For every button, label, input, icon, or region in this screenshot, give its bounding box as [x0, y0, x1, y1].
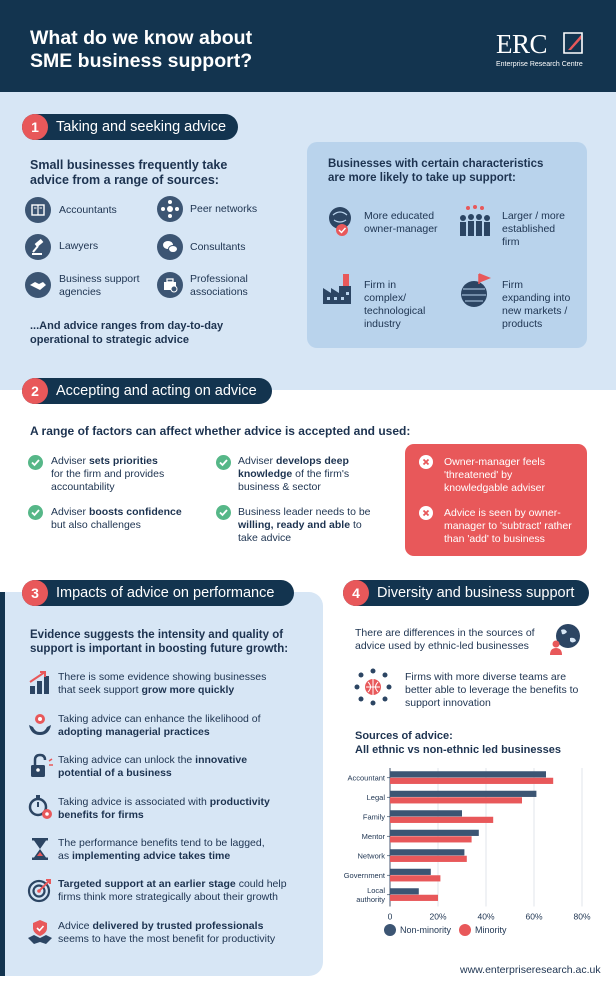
factor-3-pre: Adviser: [51, 506, 89, 518]
complex-line-3: technological: [364, 305, 426, 317]
factor-4-line-2-bold: willing, ready and able: [238, 519, 351, 531]
impact-5-line-2: as: [58, 850, 73, 862]
growth-bars-icon: [27, 670, 53, 696]
barrier-1-line-1: Owner-manager feels: [444, 456, 545, 468]
impact-managerial-practices: [58, 713, 261, 739]
x-tick-label: 40%: [477, 911, 495, 922]
chart-title-line-1: Sources of advice:: [355, 730, 453, 742]
characteristics-title-line-1: Businesses with certain characteristics: [328, 158, 544, 170]
legend-label-non-minority: Non-minority: [400, 925, 452, 935]
point-2-line-3: support innovation: [405, 697, 491, 709]
impact-productivity: [58, 796, 270, 822]
legend-swatch-minority: [459, 924, 471, 936]
factor-3-line-2: but also challenges: [51, 519, 141, 531]
diverse-team-network-icon: [353, 668, 393, 706]
section-3-number: 3: [22, 580, 48, 606]
impact-5-line-2-bold: implementing advice takes time: [72, 850, 231, 862]
peer-network-icon: [157, 196, 183, 222]
barrier-subtract: [444, 507, 572, 546]
characteristics-title: [328, 158, 543, 185]
impact-7-line-2: seems to have the most benefit for productivity: [58, 933, 276, 945]
agencies-line-2: agencies: [59, 286, 102, 298]
bar-non-minority: [390, 849, 464, 855]
impact-4-line-1-bold: productivity: [209, 796, 270, 808]
category-label: authority: [356, 894, 385, 904]
factor-1-bold: sets priorities: [88, 455, 158, 467]
page-title: [30, 27, 330, 73]
barrier-1-line-2: 'threatened' by: [444, 469, 513, 481]
category-label: Local: [367, 885, 385, 895]
legend-swatch-non-minority: [384, 924, 396, 936]
source-professional-associations: [190, 273, 248, 299]
x-tick-label: 80%: [573, 911, 591, 922]
section-1-number: 1: [22, 114, 48, 140]
expanding-line-2: expanding into: [502, 292, 571, 304]
complex-line-1: Firm in: [364, 279, 397, 291]
section-3-title: Impacts of advice on performance: [22, 580, 294, 606]
impact-3-line-1-bold: innovative: [195, 754, 248, 766]
trusted-handshake-icon: [27, 919, 53, 945]
gavel-icon: [25, 234, 51, 260]
source-consultants: Consultants: [190, 241, 246, 253]
category-label: Accountant: [347, 773, 385, 783]
barrier-2-line-3: than 'add' to business: [444, 533, 545, 545]
logo-subtitle: Enterprise Research Centre: [496, 61, 583, 68]
cross-icon: [419, 455, 433, 469]
section-2-number: 2: [22, 378, 48, 404]
category-label: Mentor: [361, 831, 385, 841]
ledger-icon: [25, 197, 51, 223]
education-line-1: More educated: [364, 210, 435, 222]
bar-non-minority: [390, 771, 546, 777]
impact-3-line-2-bold: potential of a business: [58, 767, 172, 779]
chart-title: [355, 730, 561, 757]
section-1-outro: [30, 320, 223, 347]
diversity-point-2: [405, 671, 578, 710]
bar-minority: [390, 856, 467, 862]
associations-line-2: associations: [190, 286, 248, 298]
bar-non-minority: [390, 869, 431, 875]
x-tick-label: 20%: [429, 911, 447, 922]
expanding-line-4: products: [502, 318, 543, 330]
education-brain-icon: [322, 203, 358, 239]
characteristics-title-line-2: are more likely to take up support:: [328, 171, 516, 184]
logo-text: ERC: [496, 29, 548, 59]
intro-line-2: advice from a range of sources:: [30, 173, 219, 187]
factor-2-line-2-bold: knowledge: [238, 468, 293, 480]
impact-6-line-1-bold: Targeted support at an earlier stage: [58, 878, 236, 890]
expanding-line-3: new markets /: [502, 305, 568, 317]
bar-non-minority: [390, 888, 419, 894]
section-3-accent-bar: [0, 592, 5, 976]
source-peer-networks: Peer networks: [190, 203, 258, 215]
barrier-1-line-3: knowledgable adviser: [444, 482, 545, 494]
point-2-line-2: better able to leverage the benefits to: [405, 684, 579, 696]
target-icon: [27, 877, 53, 903]
section-1-intro: [30, 158, 227, 188]
expanding-line-1: Firm: [502, 279, 523, 291]
intro-line-1: Small businesses frequently take: [30, 158, 228, 172]
impact-grow-quickly: [58, 671, 266, 697]
section-3-intro: [30, 628, 288, 656]
title-line-2: SME business support?: [30, 50, 253, 72]
impact-targeted-support: [58, 878, 287, 904]
footer-url: www.enterpriseresearch.ac.uk: [460, 964, 601, 976]
category-label: Government: [343, 870, 385, 880]
section-4-title: Diversity and business support: [343, 580, 589, 606]
title-line-1: What do we know about: [30, 27, 253, 49]
impact-lagged-benefits: [58, 837, 265, 863]
source-lawyers: Lawyers: [59, 240, 99, 252]
factor-2-line-3: business & sector: [238, 481, 321, 493]
impact-1-line-2: that seek support: [58, 684, 142, 696]
impact-6-line-2: firms think more strategically about their growth: [58, 891, 279, 903]
legend-label-minority: Minority: [475, 925, 507, 935]
s3-intro-line-2: support is important in boosting future growth:: [30, 643, 289, 655]
agencies-line-1: Business support: [59, 273, 140, 285]
factor-2-bold: develops deep: [275, 455, 349, 467]
speech-bubbles-icon: [157, 234, 183, 260]
characteristic-education: [364, 210, 438, 236]
source-business-support-agencies: [59, 273, 140, 299]
gear-hands-icon: [27, 711, 53, 737]
point-2-line-1: Firms with more diverse teams are: [405, 671, 567, 683]
impact-4-line-1: Taking advice is associated with: [58, 796, 210, 808]
impact-7-line-1-bold: delivered by trusted professionals: [92, 920, 264, 932]
complex-line-4: industry: [364, 318, 401, 330]
factor-boosts-confidence: [51, 506, 182, 532]
bar-non-minority: [390, 830, 479, 836]
s3-intro-line-1: Evidence suggests the intensity and quality of: [30, 629, 284, 641]
impact-6-line-1: could help: [235, 878, 287, 890]
education-line-2: owner-manager: [364, 223, 438, 235]
bar-minority: [390, 817, 493, 823]
category-label: Family: [362, 812, 385, 822]
unlock-icon: [27, 753, 53, 779]
section-2-title: Accepting and acting on advice: [22, 378, 272, 404]
larger-line-2: established: [502, 223, 556, 235]
impact-1-line-1: There is some evidence showing businesses: [58, 671, 267, 683]
expanding-markets-icon: [457, 272, 495, 308]
check-icon: [216, 455, 231, 470]
impact-innovative-potential: [58, 754, 247, 780]
association-icon: [157, 272, 183, 298]
impact-5-line-1: The performance benefits tend to be lagged,: [58, 837, 265, 849]
barrier-2-line-1: Advice is seen by owner-: [444, 507, 561, 519]
bar-non-minority: [390, 810, 462, 816]
bar-non-minority: [390, 791, 536, 797]
section-1-title: Taking and seeking advice: [22, 114, 238, 140]
factor-2-line-2: of the firm's: [292, 468, 350, 480]
factor-deep-knowledge: [238, 455, 349, 494]
factor-1-pre: Adviser: [51, 455, 89, 467]
larger-line-1: Larger / more: [502, 210, 566, 222]
bar-minority: [390, 797, 522, 803]
x-tick-label: 60%: [525, 911, 543, 922]
impact-2-line-1: Taking advice can enhance the likelihood of: [58, 713, 261, 725]
factor-1-line-2: for the firm and provides: [51, 468, 165, 480]
larger-line-3: firm: [502, 236, 520, 248]
impact-1-line-2-bold: grow more quickly: [141, 684, 235, 696]
associations-line-1: Professional: [190, 273, 248, 285]
logo-mark-icon: [562, 31, 584, 55]
factor-4-line-2: to: [350, 519, 362, 531]
factor-willing-leader: [238, 506, 371, 545]
impact-4-line-2-bold: benefits for firms: [58, 809, 144, 821]
diversity-point-1: [355, 627, 535, 653]
factor-3-bold: boosts confidence: [88, 506, 182, 518]
point-1-line-2: advice used by ethnic-led businesses: [355, 640, 529, 652]
impact-7-line-1: Advice: [58, 920, 93, 932]
characteristic-larger-firm: [502, 210, 565, 249]
larger-firm-team-icon: [456, 204, 494, 240]
check-icon: [216, 505, 231, 520]
category-label: Network: [357, 851, 385, 861]
barrier-threatened: [444, 456, 545, 495]
x-tick-label: 0: [387, 911, 393, 922]
globe-people-icon: [547, 622, 583, 656]
erc-logo: [496, 29, 592, 68]
cross-icon: [419, 506, 433, 520]
stopwatch-gear-icon: [27, 794, 53, 820]
category-label: Legal: [366, 792, 385, 802]
complex-line-2: complex/: [364, 292, 407, 304]
factor-2-pre: Adviser: [238, 455, 276, 467]
hourglass-icon: [27, 836, 53, 862]
bar-minority: [390, 895, 438, 901]
point-1-line-1: There are differences in the sources of: [355, 627, 535, 639]
bar-minority: [390, 778, 553, 784]
impact-trusted-professionals: [58, 920, 275, 946]
factor-1-line-3: accountability: [51, 481, 115, 493]
characteristic-expanding-firm: [502, 279, 570, 331]
check-icon: [28, 505, 43, 520]
factory-icon: [321, 272, 357, 306]
impact-3-line-1: Taking advice can unlock the: [58, 754, 196, 766]
barrier-2-line-2: manager to 'subtract' rather: [444, 520, 572, 532]
characteristic-complex-industry: [364, 279, 425, 331]
factor-4-line-3: take advice: [238, 532, 292, 544]
outro-line-2: operational to strategic advice: [30, 333, 189, 346]
source-accountants: Accountants: [59, 204, 117, 216]
factor-4-line-1: Business leader needs to be: [238, 506, 371, 518]
sources-of-advice-chart: [340, 766, 600, 942]
check-icon: [28, 455, 43, 470]
section-2-intro: A range of factors can affect whether advice is accepted and used:: [30, 424, 411, 438]
impact-2-line-2-bold: adopting managerial practices: [58, 726, 210, 738]
factor-sets-priorities: [51, 455, 164, 494]
bar-minority: [390, 836, 472, 842]
handshake-icon: [25, 272, 51, 298]
bar-minority: [390, 875, 440, 881]
section-4-number: 4: [343, 580, 369, 606]
chart-title-line-2: All ethnic vs non-ethnic led businesses: [355, 743, 561, 756]
outro-line-1: ...And advice ranges from day-to-day: [30, 320, 224, 332]
